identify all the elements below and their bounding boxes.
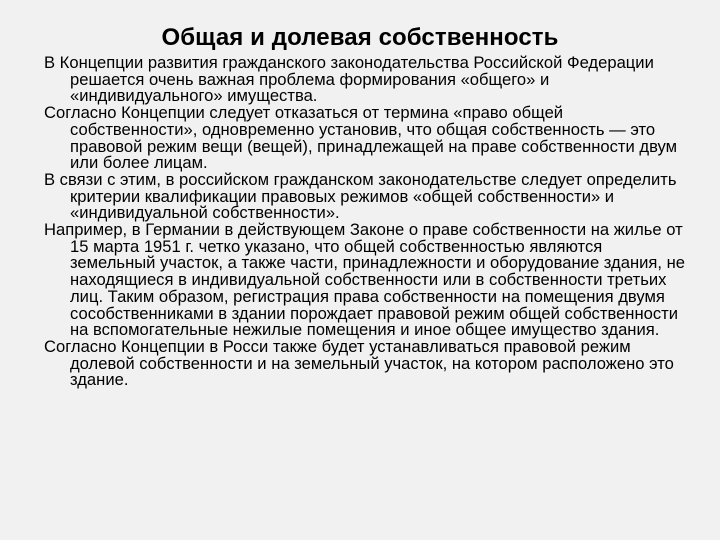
slide-title: Общая и долевая собственность [161, 24, 559, 51]
paragraph-qualification-criteria: В связи с этим, в российском гражданском законодательстве следует определить критерии квалификации правовых режимов «общей собственности» и «индивидуальной собственности». [44, 169, 677, 223]
paragraph-common-ownership-definition: Согласно Концепции следует отказаться от термина «право общей собственности», одновременно установив, что общая собственность — это правовой режим вещи (вещей), принадлежащей на праве собственности двум или более лицам. [44, 103, 678, 173]
paragraph-land-plot: Согласно Концепции в Росси также будет устанавливаться правовой режим долевой собственности и на земельный участок, на котором расположено это здание. [44, 336, 674, 390]
slide-body [44, 55, 692, 389]
paragraph-germany-example: Например, в Германии в действующем Законе о праве собственности на жилье от 15 марта 1951 г. четко указано, что общей собственностью являются земельный участок, а также части, принадлежности и оборудование здания, не находящиеся в индивидуальной собственности или в собственности третьих лиц. Таким образом, регистрация права собственности на помещения двумя сособственниками в здании порождает правовой режим общей собственности на вспомогательные нежилые помещения и иное общее имущество здания. [44, 220, 685, 340]
paragraph-concept-intro: В Концепции развития гражданского законодательства Российской Федерации решается очень важная проблема формирования «общего» и «индивидуального» имущества. [44, 53, 654, 106]
